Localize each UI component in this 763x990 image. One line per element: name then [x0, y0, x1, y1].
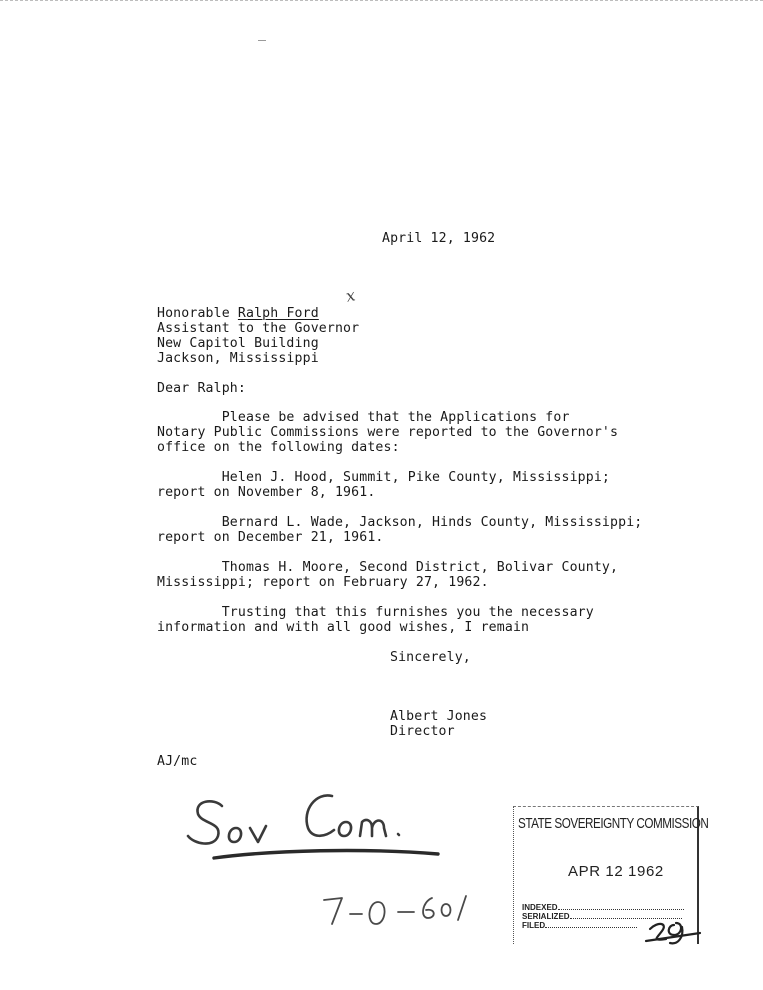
signer-title: Director — [390, 724, 455, 739]
address-honorific: Honorable — [157, 306, 238, 321]
recipient-name: Ralph Ford — [237, 306, 319, 321]
stamp-date: APR 12 1962 — [568, 863, 664, 880]
greeting: Dear Ralph: — [157, 381, 246, 396]
paragraph-1-line-1: Please be advised that the Applications for — [157, 410, 570, 425]
letter-date: April 12, 1962 — [382, 231, 496, 246]
paragraph-5-line-1: Trusting that this furnishes you the necessary — [157, 605, 594, 620]
stamp-label-indexed: INDEXED — [522, 903, 558, 912]
paragraph-1-line-2: Notary Public Commissions were reported to the Governor's — [157, 425, 619, 440]
address-line-3: New Capitol Building — [157, 336, 319, 351]
stamp-title: STATE SOVEREIGNTY COMMISSION — [518, 815, 709, 832]
signer-name: Albert Jones — [390, 709, 488, 724]
stamp-row-filed — [522, 921, 637, 930]
stamp-label-filed: FILED — [522, 921, 546, 930]
stamp-label-serialized: SERIALIZED — [522, 912, 570, 921]
address-line-4: Jackson, Mississippi — [157, 351, 319, 366]
address-line-2: Assistant to the Governor — [157, 321, 360, 336]
stamp-dotted-line — [558, 903, 684, 910]
typist-initials: AJ/mc — [157, 754, 198, 769]
paragraph-2-line-1: Helen J. Hood, Summit, Pike County, Mississippi; — [157, 470, 611, 485]
stamp-initials-signature — [644, 911, 702, 947]
handwritten-file-number — [318, 888, 478, 932]
stamp-dotted-line — [545, 921, 637, 928]
paragraph-3-line-1: Bernard L. Wade, Jackson, Hinds County, Mississippi; — [157, 515, 643, 530]
paragraph-4-line-1: Thomas H. Moore, Second District, Bolivar County, — [157, 560, 619, 575]
received-stamp — [513, 806, 709, 944]
paragraph-2-line-2: report on November 8, 1961. — [157, 485, 376, 500]
address-line-1 — [157, 306, 319, 321]
paragraph-1-line-3: office on the following dates: — [157, 440, 400, 455]
closing: Sincerely, — [390, 650, 471, 665]
paragraph-5-line-2: information and with all good wishes, I remain — [157, 620, 530, 635]
paragraph-3-line-2: report on December 21, 1961. — [157, 530, 384, 545]
handwritten-sov-com-note — [184, 784, 454, 874]
paragraph-4-line-2: Mississippi; report on February 27, 1962. — [157, 575, 489, 590]
margin-check-mark: x — [344, 285, 357, 306]
